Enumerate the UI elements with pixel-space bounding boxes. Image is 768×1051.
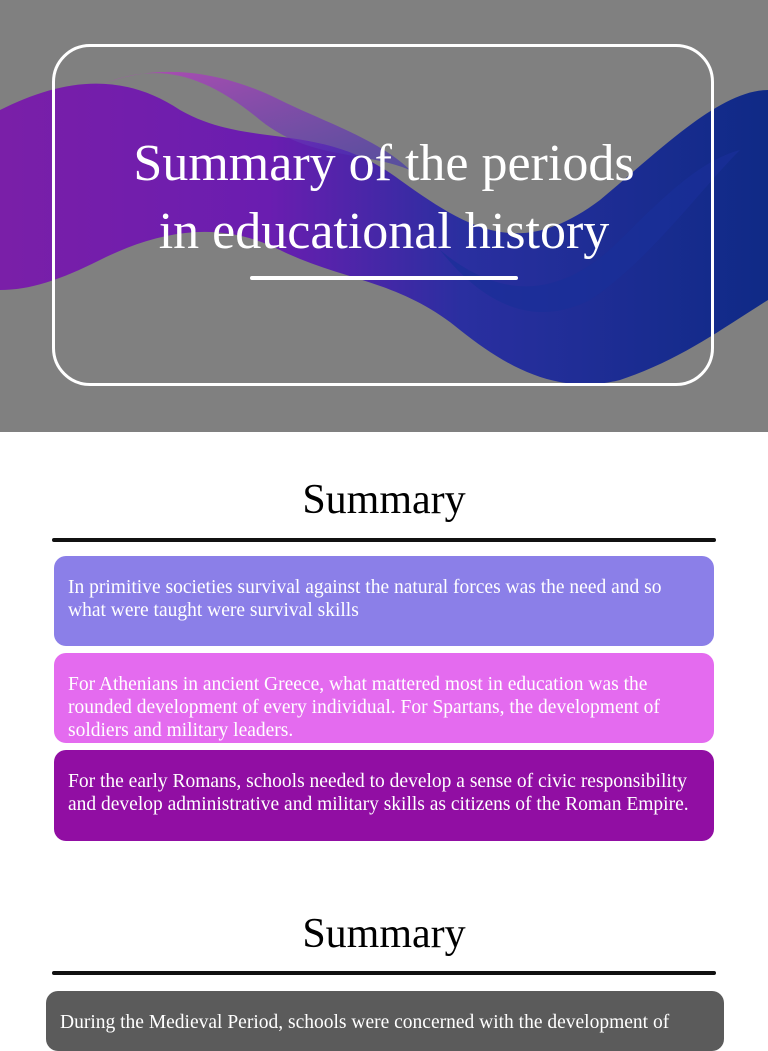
slide-title (60, 130, 708, 266)
title-underline (250, 276, 518, 280)
heading-divider-2 (52, 971, 716, 975)
card-text: During the Medieval Period, schools were concerned with the development of (60, 1012, 670, 1033)
card-text: For Athenians in ancient Greece, what mattered most in education was the rounded development of every individual. For Spartans, the development of soldiers and military leaders. (68, 674, 660, 741)
slide-title-line-2: in educational history (158, 203, 610, 260)
heading-divider (52, 538, 716, 542)
card-text: For the early Romans, schools needed to develop a sense of civic responsibility and develop administrative and military skills as citizens of the Roman Empire. (68, 771, 689, 815)
slide-title-line-1: Summary of the periods (133, 135, 635, 192)
card-text: In primitive societies survival against the natural forces was the need and so what were taught were survival skills (68, 577, 662, 621)
summary-card-medieval (46, 991, 724, 1051)
summary-heading: Summary (302, 477, 466, 523)
summary-card-rome (54, 750, 714, 841)
title-slide (0, 0, 768, 432)
summary-card-greece (54, 653, 714, 743)
summary-heading-2: Summary (302, 911, 466, 957)
summary-card-primitive (54, 556, 714, 646)
